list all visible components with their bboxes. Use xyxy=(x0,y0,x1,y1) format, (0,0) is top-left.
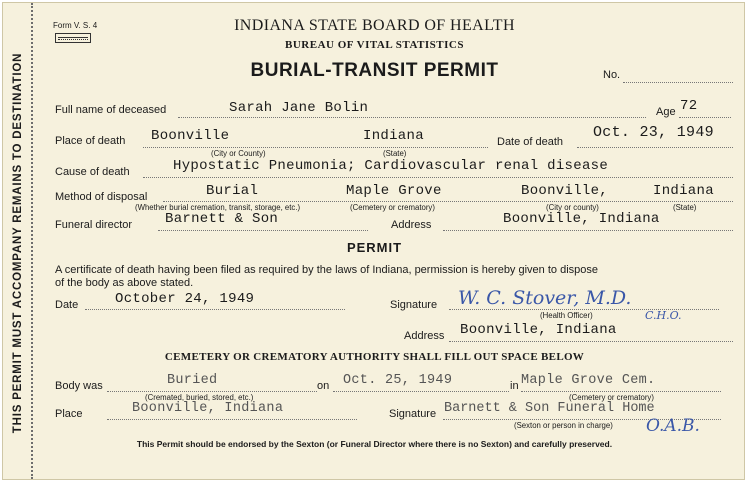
form-number: Form V. S. 4 xyxy=(53,21,98,30)
sexton-caption: (Sexton or person in charge) xyxy=(514,421,613,430)
burial-city-line xyxy=(107,419,357,420)
sexton-signature: Barnett & Son Funeral Home xyxy=(444,401,655,416)
date-of-death-label: Date of death xyxy=(497,136,564,148)
disposal-city-caption: (City or county) xyxy=(546,203,599,212)
disposal-method: Burial xyxy=(206,183,259,199)
health-officer-caption: (Health Officer) xyxy=(540,311,593,320)
deceased-age: 72 xyxy=(680,98,698,114)
burial-date-line xyxy=(333,391,509,392)
director-line xyxy=(158,230,368,231)
cemetery-heading: CEMETERY OR CREMATORY AUTHORITY SHALL FILL OUT SPACE BELOW xyxy=(164,351,585,363)
permit-heading: PERMIT xyxy=(346,240,403,255)
body-was-value: Buried xyxy=(167,373,218,388)
name-label: Full name of deceased xyxy=(55,104,167,116)
burial-transit-permit-form xyxy=(2,2,745,480)
health-officer-signature-label: Signature xyxy=(390,299,438,311)
cause-label: Cause of death xyxy=(55,166,130,178)
body-was-label: Body was xyxy=(55,380,103,392)
permit-address-line xyxy=(449,341,733,342)
burial-cemetery-caption: (Cemetery or crematory) xyxy=(569,393,654,402)
date-line xyxy=(577,147,733,148)
permit-number-label: No. xyxy=(603,69,621,81)
burial-date: Oct. 25, 1949 xyxy=(343,373,453,388)
permit-text-line-1: A certificate of death having been filed as required by the laws of Indiana, permission is hereby given to dispose xyxy=(55,264,598,276)
deceased-name: Sarah Jane Bolin xyxy=(229,100,369,116)
cause-line xyxy=(143,177,733,178)
death-date: Oct. 23, 1949 xyxy=(593,124,714,141)
disposal-cemetery: Maple Grove xyxy=(346,183,442,199)
state-caption: (State) xyxy=(383,149,407,158)
name-line xyxy=(178,117,646,118)
age-line xyxy=(679,117,731,118)
sexton-initials: O.A.B. xyxy=(646,416,700,436)
permit-date: October 24, 1949 xyxy=(115,291,255,307)
burial-city: Boonville, Indiana xyxy=(132,401,284,416)
bureau-title: BUREAU OF VITAL STATISTICS xyxy=(285,39,464,51)
permit-date-line xyxy=(85,309,345,310)
place-of-death-label: Place of death xyxy=(55,135,126,147)
burial-in-label: in xyxy=(510,380,519,392)
cemetery-caption: (Cemetery or crematory) xyxy=(350,203,435,212)
agency-title: INDIANA STATE BOARD OF HEALTH xyxy=(234,17,515,34)
death-state: Indiana xyxy=(363,128,424,144)
director-address-line xyxy=(443,230,733,231)
burial-cemetery: Maple Grove Cem. xyxy=(521,373,656,388)
director-address-label: Address xyxy=(391,219,432,231)
city-caption: (City or County) xyxy=(211,149,266,158)
disposal-city: Boonville, xyxy=(521,183,609,199)
method-line xyxy=(163,201,733,202)
cause-of-death: Hypostatic Pneumonia; Cardiovascular renal disease xyxy=(173,158,609,174)
disposal-state: Indiana xyxy=(653,183,714,199)
footer-note: This Permit should be endorsed by the Sexton (or Funeral Director where there is no Sexton) and carefully preserved. xyxy=(136,439,613,449)
side-instruction-text: THIS PERMIT MUST ACCOMPANY REMAINS TO DESTINATION xyxy=(12,52,24,434)
permit-title: BURIAL-TRANSIT PERMIT xyxy=(250,60,499,81)
age-label: Age xyxy=(656,106,676,118)
permit-date-label: Date xyxy=(55,299,79,311)
health-officer-signature: W. C. Stover, M.D. xyxy=(458,287,632,309)
permit-number-line xyxy=(623,82,733,83)
burial-on-label: on xyxy=(317,380,330,392)
sexton-signature-label: Signature xyxy=(389,408,437,420)
burial-place-line xyxy=(521,391,721,392)
death-city: Boonville xyxy=(151,128,230,144)
body-was-caption: (Cremated, buried, stored, etc.) xyxy=(145,393,254,402)
method-caption: (Whether burial cremation, transit, storage, etc.) xyxy=(135,203,301,212)
disposal-state-caption: (State) xyxy=(673,203,697,212)
funeral-director: Barnett & Son xyxy=(165,211,279,227)
body-was-line xyxy=(107,391,317,392)
permit-text-line-2: of the body as above stated. xyxy=(55,277,194,289)
director-address: Boonville, Indiana xyxy=(503,211,660,227)
permit-address: Boonville, Indiana xyxy=(460,322,617,338)
director-label: Funeral director xyxy=(55,219,133,231)
place-line xyxy=(143,147,488,148)
health-officer-title: C.H.O. xyxy=(645,309,682,322)
method-label: Method of disposal xyxy=(55,191,148,203)
burial-place-label: Place xyxy=(55,408,83,420)
permit-address-label: Address xyxy=(404,330,445,342)
